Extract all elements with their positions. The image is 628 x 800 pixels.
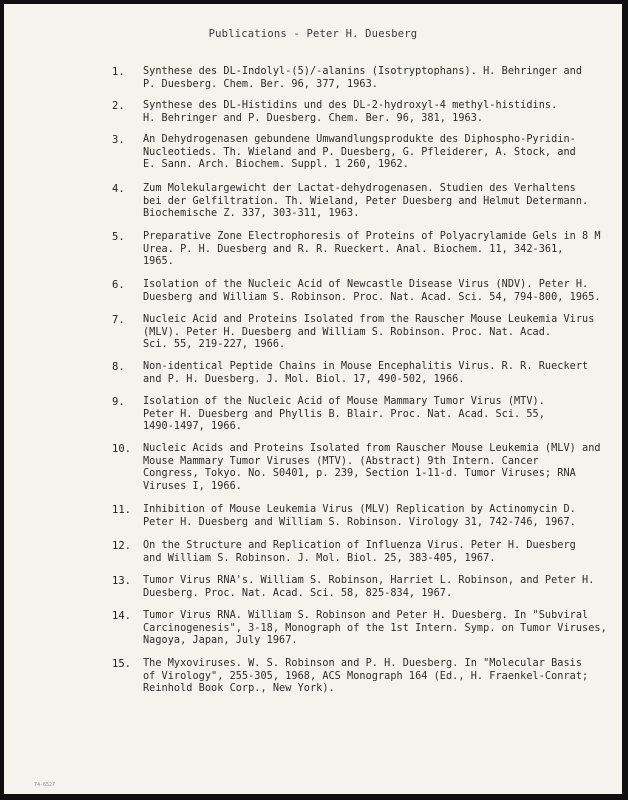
entry-text: Zum Molekulargewicht der Lactat-dehydrogenasen. Studien des Verhaltens bei der Gelfiltration. Th. Wieland, Peter Duesberg and Helmut Determann. Biochemische Z. 337, 303-311, 1963. [143,183,589,220]
document-page [4,4,622,794]
entry-number: 12. [112,540,131,552]
entry-text: Preparative Zone Electrophoresis of Proteins of Polyacrylamide Gels in 8 M Urea. P. H. Duesberg and R. R. Rueckert. Anal. Biochem. 11, 342-361, 1965. [143,231,601,268]
entry-number: 14. [112,610,131,622]
entry-number: 11. [112,504,131,516]
entry-text: Synthese des DL-Indolyl-(5)/-alanins (Isotryptophans). H. Behringer and P. Duesberg. Chem. Ber. 96, 377, 1963. [143,66,583,90]
entry-text: Tumor Virus RNA. William S. Robinson and Peter H. Duesberg. In "Subviral Carcinogenesis", 3-18, Monograph of the 1st Intern. Symp. on Tumor Viruses, Nagoya, Japan, July 1967. [143,610,607,647]
entry-text: On the Structure and Replication of Influenza Virus. Peter H. Duesberg and William S. Robinson. J. Mol. Biol. 25, 383-405, 1967. [143,540,576,564]
entry-number: 10. [112,443,131,455]
entry-number: 9. [112,396,125,408]
entry-text: Nucleic Acids and Proteins Isolated from Rauscher Mouse Leukemia (MLV) and Mouse Mammary Tumor Viruses (MTV). (Abstract) 9th Intern. Cancer Congress, Tokyo. No. S0401, p. 239, Section 1-11-d. Tumor Viruses; RNA Viruses I, 1966. [143,443,601,492]
entry-number: 4. [112,183,125,195]
entry-number: 15. [112,658,131,670]
entry-number: 2. [112,100,125,112]
entry-number: 6. [112,279,125,291]
page-footer-code: 74-6527 [34,782,56,788]
page-title: Publications - Peter H. Duesberg [208,28,418,40]
entry-text: The Myxoviruses. W. S. Robinson and P. H. Duesberg. In "Molecular Basis of Virology", 255-305, 1968, ACS Monograph 164 (Ed., H. Fraenkel-Conrat; Reinhold Book Corp., New York). [143,658,589,695]
entry-number: 13. [112,575,131,587]
entry-number: 8. [112,361,125,373]
entry-text: Nucleic Acid and Proteins Isolated from the Rauscher Mouse Leukemia Virus (MLV). Peter H. Duesberg and William S. Robinson. Proc. Nat. Acad. Sci. 55, 219-227, 1966. [143,314,595,351]
entry-text: Synthese des DL-Histidins und des DL-2-hydroxyl-4 methyl-histidins. H. Behringer and P. Duesberg. Chem. Ber. 96, 381, 1963. [143,100,558,124]
entry-text: Isolation of the Nucleic Acid of Mouse Mammary Tumor Virus (MTV). Peter H. Duesberg and Phyllis B. Blair. Proc. Nat. Acad. Sci. 55, 1490-1497, 1966. [143,396,545,433]
entry-number: 7. [112,314,125,326]
entry-number: 5. [112,231,125,243]
entry-number: 3. [112,134,125,146]
entry-text: Inhibition of Mouse Leukemia Virus (MLV) Replication by Actinomycin D. Peter H. Duesberg and William S. Robinson. Virology 31, 742-746, 1967. [143,504,576,528]
entry-number: 1. [112,66,125,78]
entry-text: Tumor Virus RNA's. William S. Robinson, Harriet L. Robinson, and Peter H. Duesberg. Proc. Nat. Acad. Sci. 58, 825-834, 1967. [143,575,595,599]
entry-text: Non-identical Peptide Chains in Mouse Encephalitis Virus. R. R. Rueckert and P. H. Duesberg. J. Mol. Biol. 17, 490-502, 1966. [143,361,589,385]
entry-text: An Dehydrogenasen gebundene Umwandlungsprodukte des Diphospho-Pyridin- Nucleotieds. Th. Wieland and P. Duesberg, G. Pfleiderer, A. Stock, and E. Sann. Arch. Biochem. Suppl. 1 260, 1962. [143,134,576,171]
entry-text: Isolation of the Nucleic Acid of Newcastle Disease Virus (NDV). Peter H. Duesberg and William S. Robinson. Proc. Nat. Acad. Sci. 54, 794-800, 1965. [143,279,601,303]
